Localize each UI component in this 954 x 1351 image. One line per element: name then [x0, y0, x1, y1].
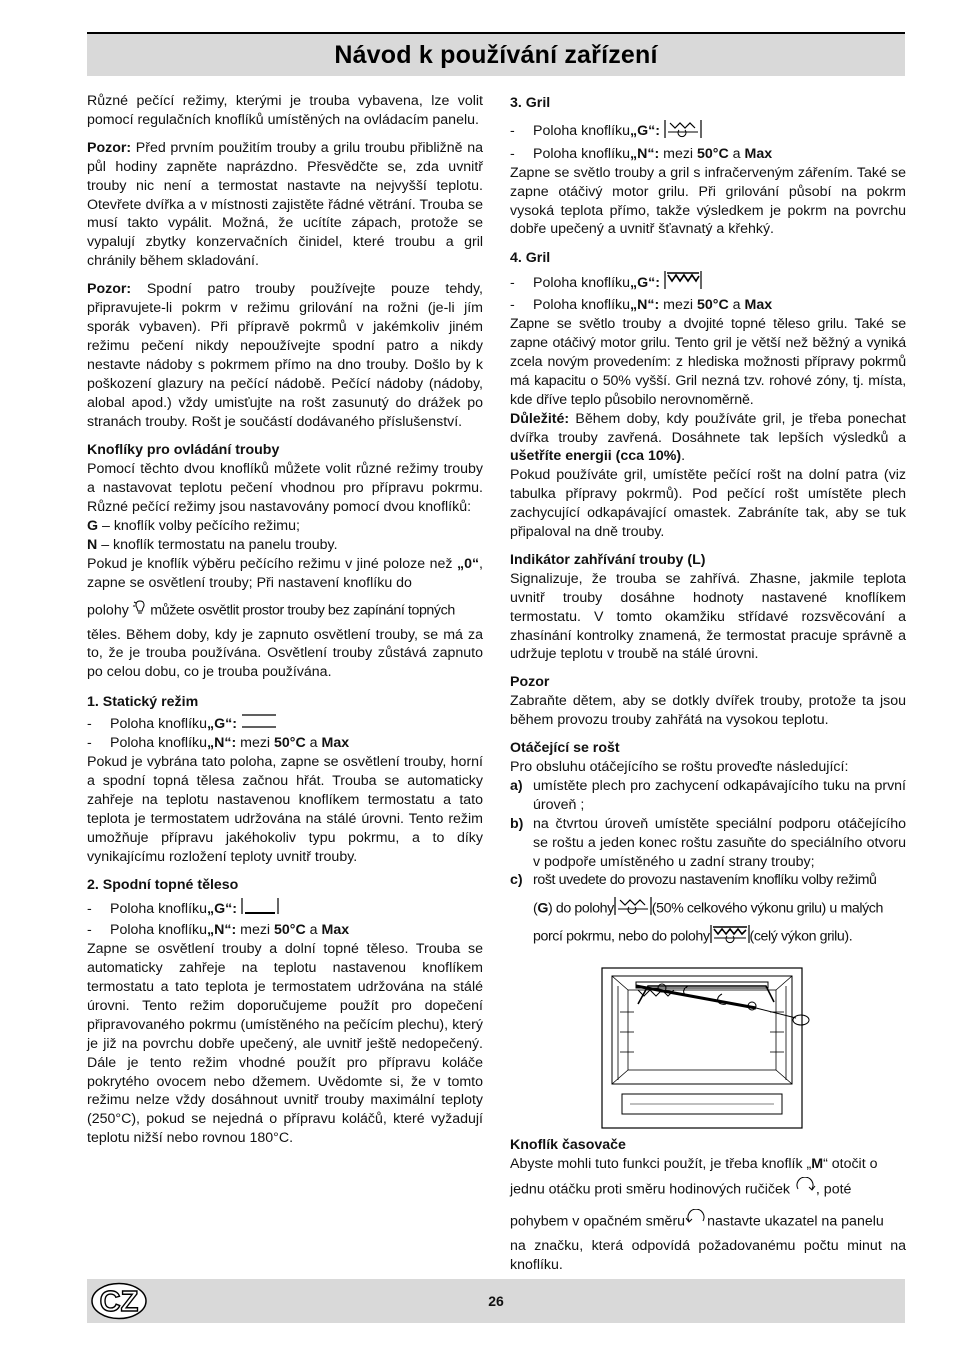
knob-label: Poloha knoflíku	[110, 715, 208, 732]
step-text: na čtvrtou úroveň umístěte speciální podporu otáčejícího se roštu a jeden konec roštu zasuňte do speciálního otvoru v podpoře umístěného u zadní strany trouby;	[533, 815, 906, 870]
grill-tip: Pokud používáte gril, umístěte pečící rošt na dolní patra (viz tabulka přípravy pokrmů). Pod pečící rošt umístěte plech zachycující odkapávající omastek. Zabráníte tak, aby se tuk připaloval na dně trouby.	[510, 467, 906, 541]
spit-step-c	[510, 871, 906, 950]
mode-4-n-line: - Poloha knoflíku „N“: mezi 50°C a Max	[510, 297, 773, 314]
temp-min: 50°C	[274, 735, 306, 752]
temp-max: Max	[744, 145, 773, 162]
light-text: Pokud je knoflík výběru pečícího režimu v jiné poloze než	[87, 555, 457, 572]
lamp-icon	[133, 599, 147, 623]
temp-min: 50°C	[274, 922, 306, 939]
important-text: Během doby, kdy používáte gril, je třeba ponechat dvířka trouby zavřená. Dosáhnete tak lepších výsledků a	[510, 410, 906, 446]
range-text: mezi	[236, 735, 275, 752]
knob-name: „N“:	[630, 297, 660, 314]
timer-heading: Knoflík časovače	[510, 1137, 626, 1153]
light-paragraph-end: těles. Během doby, kdy je zapnuto osvětlení trouby, se má za to, že je trouba používána. Osvětlení trouby zůstává zapnuto po celou dobu, co je trouba používána.	[87, 626, 483, 681]
mode-4-text: Zapne se světlo trouby a dvojité topné těleso grilu. Také se zapne otáčivý motor grilu. Tento gril je větší než běžný a vyniká zcela novým provedením: z hlediska možnosti přípravy pokrmů má kapacitu o 50% vyšší. Gril nezná tzv. rohové zóny, tj. místa, kde dříve teplo působilo nerovnoměrně.	[510, 316, 906, 408]
step-text	[533, 871, 906, 950]
country-code: CZ	[99, 1286, 139, 1318]
spit-intro: Pro obsluhu otáčejícího se roštu proveďte následující:	[510, 759, 849, 775]
caution-heading: Pozor	[510, 674, 550, 691]
warning-label: Pozor:	[87, 139, 132, 156]
knob-label: Poloha knoflíku	[533, 145, 631, 162]
mode-4-g-line: - Poloha knoflíku „G“:	[510, 270, 906, 296]
zero-position: „0“	[456, 555, 480, 572]
range-text: mezi	[659, 297, 698, 314]
knob-name: „G“:	[207, 900, 237, 917]
clockwise-arrow-icon	[685, 1209, 707, 1235]
spit-step-a	[510, 777, 906, 815]
page-title: Návod k používání zařízení	[334, 40, 658, 69]
grill-spit-icon	[664, 119, 702, 145]
mode-3-text: Zapne se světlo trouby a gril s infračerveným zářením. Také se zapne otáčivý motor grilu. Při grilování působí na pokrm vysoká teplota přímo, takže výsledkem je pokrm na povrchu dobře upečený a uvnitř šťavnatý a křehký.	[510, 164, 906, 238]
indicator-heading: Indikátor zahřívání trouby (L)	[510, 551, 706, 568]
knob-label: Poloha knoflíku	[110, 922, 208, 939]
timer-text: nastavte ukazatel na panelu	[707, 1213, 884, 1230]
warning-paragraph-1	[87, 139, 483, 271]
timer-text: , poté	[815, 1181, 852, 1198]
page-footer	[87, 1279, 905, 1323]
left-column	[87, 92, 483, 1157]
range-text: mezi	[659, 145, 698, 162]
g-text: – knoflík volby pečícího režimu;	[98, 518, 300, 535]
timer-line-2	[510, 1177, 906, 1203]
energy-saving: ušetříte energii (cca 10%)	[510, 448, 682, 465]
light-paragraph	[87, 555, 483, 593]
light-text: polohy	[87, 602, 133, 619]
knob-name: „N“:	[207, 735, 237, 752]
counterclockwise-arrow-icon	[794, 1177, 816, 1203]
range-text: a	[728, 297, 745, 314]
light-text: můžete osvětlit prostor trouby bez zapínání topných	[146, 602, 455, 619]
mode-1-heading: 1. Statický režim	[87, 694, 199, 711]
intro-paragraph: Různé pečící režimy, kterými je trouba vybavena, lze volit pomocí regulačních knoflíků umístěných na ovládacím panelu.	[87, 93, 483, 128]
step-text-part: (celý výkon grilu).	[749, 928, 853, 945]
mode-1-n-line: - Poloha knoflíku „N“: mezi 50°C a Max	[87, 735, 350, 752]
timer-line-4: na značku, která odpovídá požadovanému počtu minut na knoflíku.	[510, 1237, 906, 1273]
step-text-part: (	[533, 901, 538, 918]
range-text: a	[305, 735, 322, 752]
static-mode-icon	[241, 714, 277, 734]
n-text: – knoflík termostatu na panelu trouby.	[97, 536, 338, 553]
mode-4-heading: 4. Gril	[510, 250, 551, 267]
temp-min: 50°C	[697, 297, 729, 314]
range-text: a	[305, 922, 322, 939]
mode-2-n-line: - Poloha knoflíku „N“: mezi 50°C a Max	[87, 922, 350, 939]
step-text-part: (50% celkového výkonu grilu) u malých	[651, 901, 883, 918]
timer-line-3	[510, 1209, 906, 1235]
range-text: a	[728, 145, 745, 162]
temp-min: 50°C	[697, 145, 729, 162]
timer-text: pohybem v opačném směru	[510, 1213, 686, 1230]
g-knob-desc	[87, 517, 483, 536]
n-knob-desc	[87, 536, 483, 555]
warning-text: Spodní patro trouby používejte pouze tehdy, připravujete-li pokrm v režimu grilování na rožni (je-li jím sporák vybaven). Při přípravě pokrmů v jakémkoliv jiném režimu pečení nikdy nepoužívejte spodní patro a nikdy nestavte nádoby s pokrmem přímo na dno trouby. Došlo by k poškození glazury na pečící nádobě. Pečící nádoby (nádoby, alobal apod.) vždy umisťujte na rošt zasunutý do drážek po stranách trouby. Rošt je součástí dodávaného příslušenství.	[87, 281, 483, 430]
bottom-heater-icon	[241, 897, 279, 921]
rotisserie-oven-illustration	[596, 962, 816, 1132]
country-badge	[91, 1282, 147, 1320]
range-text: mezi	[236, 922, 275, 939]
right-column	[510, 94, 906, 950]
spit-heading: Otáčející se rošt	[510, 740, 620, 757]
mode-1-text: Pokud je vybrána tato poloha, zapne se osvětlení trouby, horní a spodní topná tělesa začnou hřát. Trouba se automaticky zahřeje na teplotu nastavenou knoflíkem termostatu a tato teplota je termostatem udržována na stálé úrovni. Tento režim umožňuje přípravu jakéhokoliv typu pokrmu, a to díky vynikajícímu rozložení teploty uvnitř trouby.	[87, 754, 483, 865]
knob-label: Poloha knoflíku	[533, 123, 631, 140]
knobs-heading: Knoflíky pro ovládání trouby	[87, 442, 280, 459]
step-text-part: rošt uvedete do provozu nastavením knoflíku volby režimů	[533, 872, 877, 889]
temp-max: Max	[321, 735, 350, 752]
timer-text: “ otočit o	[823, 1155, 878, 1172]
knob-name: „G“:	[630, 274, 660, 291]
timer-text: Abyste mohli tuto funkci použít, je třeba knoflík „	[510, 1155, 812, 1172]
warning-text: Před prvním použitím trouby a grilu troubu přibližně na půl hodiny zapněte naprázdno. Přesvědčte se, zda uvnitř trouby nic není a termostat nastavte na nejvyšší teplotu. Otevřete dvířka a v místnosti zajistěte řádné větrání. Trouba se musí takto vypálit. Možná, že ucítíte zápach, protože se vypalují zbytky konzervačních činidel, které troubu a gril chránily během skladování.	[87, 139, 483, 270]
knob-label: Poloha knoflíku	[110, 900, 208, 917]
knob-label: Poloha knoflíku	[533, 297, 631, 314]
spit-steps	[510, 777, 906, 950]
step-text-part: porcí pokrmu, nebo do polohy	[533, 928, 710, 945]
temp-max: Max	[321, 922, 350, 939]
knob-name: „N“:	[207, 922, 237, 939]
important-label: Důležité:	[510, 410, 570, 427]
knob-name: „G“:	[207, 715, 237, 732]
light-paragraph-line	[87, 599, 483, 623]
double-grill-spit-icon	[710, 924, 750, 950]
g-letter: G	[537, 901, 548, 918]
temp-max: Max	[744, 297, 773, 314]
caution-text: Zabraňte dětem, aby se dotkly dvířek trouby, protože ta jsou během provozu trouby zahřátá na vysokou teplotu.	[510, 693, 906, 729]
page-number: 26	[488, 1293, 504, 1309]
g-letter: G	[87, 518, 99, 535]
step-label: c)	[510, 872, 523, 889]
n-letter: N	[87, 536, 98, 553]
knob-label: Poloha knoflíku	[110, 735, 208, 752]
spit-step-b	[510, 815, 906, 872]
mode-3-n-line: - Poloha knoflíku „N“: mezi 50°C a Max	[510, 145, 773, 162]
step-text: umístěte plech pro zachycení odkapávajícího tuku na první úroveň ;	[533, 777, 906, 813]
step-label: a)	[510, 777, 523, 794]
mode-1-g-line: - Poloha knoflíku „G“:	[87, 714, 483, 734]
mode-2-text: Zapne se osvětlení trouby a dolní topné těleso. Trouba se automaticky zahřeje na teplotu nastavenou knoflíkem termostatu a tato teplota je termostatem udržována na stálé úrovni. Tento režim doporučujeme použít pro dopečení připravovaného pokrmu (umístěného na pečícím plechu), který je již na povrchu dobře upečený, ale uvnitř ještě nedopečený. Dále je tento režim vhodné použít pro přípravu koláče pokrytého ovocem nebo džemem. Uvědomte si, že v tomto režimu nelze vždy dosáhnout uvnitř trouby maximální teploty (250°C), pokud se nejedná o přípravu koláčů, které vyžadují teplotu nižší nebo rovnou 180°C.	[87, 941, 483, 1147]
important-text: .	[681, 448, 686, 465]
knob-label: Poloha knoflíku	[533, 274, 631, 291]
double-grill-icon	[664, 270, 702, 296]
timer-line-1	[510, 1155, 906, 1174]
timer-section	[510, 1136, 906, 1283]
knobs-paragraph: Pomocí těchto dvou knoflíků můžete volit různé režimy trouby a nastavovat teplotu pečení vhodnou pro přípravu pokrmu. Různé pečící režimy jsou nastavovány pomocí dvou knoflíků:	[87, 461, 483, 516]
step-text-part: ) do polohy	[547, 901, 614, 918]
important-paragraph	[510, 410, 906, 467]
mode-3-heading: 3. Gril	[510, 95, 551, 111]
warning-paragraph-2	[87, 280, 483, 431]
step-label: b)	[510, 815, 524, 832]
grill-spit-icon	[614, 896, 652, 922]
light-text: , zapne se osvětlení trouby; Při nastavení knoflíku do	[87, 555, 483, 591]
knob-name: „N“:	[630, 145, 660, 162]
mode-3-g-line: - Poloha knoflíku „G“:	[510, 119, 906, 145]
timer-text: jednu otáčku proti směru hodinových ručiček	[510, 1181, 790, 1198]
page-header	[87, 32, 905, 76]
timer-knob-letter: M	[811, 1155, 824, 1172]
mode-2-g-line: - Poloha knoflíku „G“:	[87, 897, 483, 921]
mode-2-heading: 2. Spodní topné těleso	[87, 877, 239, 894]
knob-name: „G“:	[630, 123, 660, 140]
indicator-text: Signalizuje, že trouba se zahřívá. Zhasne, jakmile teplota uvnitř trouby dosáhne hodnoty nastavené knoflíkem termostatu. V tomto okamžiku střídavé rozsvěcování a zhasínání kontrolky znamená, že termostat pracuje správně a udržuje teplotu v troubě na stálé úrovni.	[510, 570, 906, 663]
warning-label: Pozor:	[87, 281, 132, 298]
